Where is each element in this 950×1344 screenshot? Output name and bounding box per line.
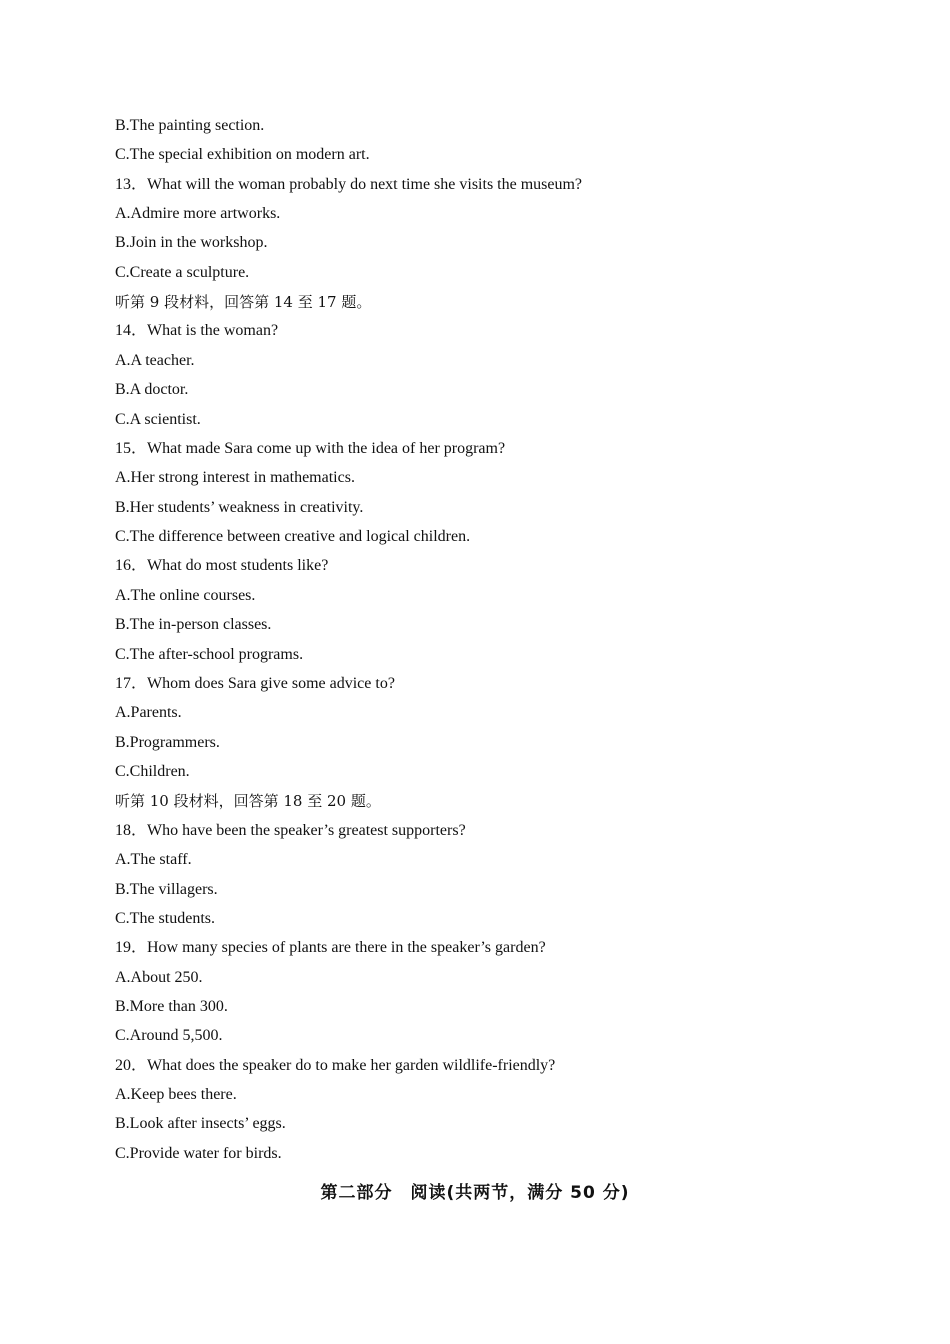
option-line: A.Admire more artworks. bbox=[115, 205, 281, 223]
option-line: A.About 250. bbox=[115, 968, 203, 986]
question-list bbox=[115, 114, 875, 1171]
option-line: A.A teacher. bbox=[115, 351, 195, 369]
option-line: C.Provide water for birds. bbox=[115, 1144, 282, 1162]
question-line: 14．What is the woman? bbox=[115, 322, 279, 340]
question-line: 19．How many species of plants are there in the speaker’s garden? bbox=[115, 939, 546, 957]
question-line: 18．Who have been the speaker’s greatest supporters? bbox=[115, 821, 466, 839]
question-line: 20．What does the speaker do to make her garden wildlife-friendly? bbox=[115, 1056, 556, 1074]
question-line: 16．What do most students like? bbox=[115, 557, 329, 575]
option-line: C.The difference between creative and logical children. bbox=[115, 528, 471, 546]
option-line: B.The in-person classes. bbox=[115, 616, 272, 634]
option-line: B.The villagers. bbox=[115, 880, 218, 898]
question-line: 15．What made Sara come up with the idea of her program? bbox=[115, 439, 506, 457]
option-line: B.A doctor. bbox=[115, 381, 189, 399]
option-line: C.The special exhibition on modern art. bbox=[115, 146, 370, 164]
option-line: A.The online courses. bbox=[115, 586, 256, 604]
option-line: B.Her students’ weakness in creativity. bbox=[115, 498, 364, 516]
question-line: 13．What will the woman probably do next time she visits the museum? bbox=[115, 175, 583, 193]
option-line: C.Create a sculpture. bbox=[115, 263, 250, 281]
question-line: 17．Whom does Sara give some advice to? bbox=[115, 674, 395, 692]
option-line: C.Around 5,500. bbox=[115, 1027, 223, 1045]
option-line: B.Look after insects’ eggs. bbox=[115, 1115, 286, 1133]
option-line: A.Keep bees there. bbox=[115, 1086, 237, 1104]
option-line: C.The after-school programs. bbox=[115, 645, 304, 663]
instruction-line: 听第 9 段材料，回答第 14 至 17 题。 bbox=[115, 293, 372, 312]
option-line: C.A scientist. bbox=[115, 410, 201, 428]
option-line: A.Her strong interest in mathematics. bbox=[115, 469, 355, 487]
option-line: A.Parents. bbox=[115, 704, 182, 722]
option-line: B.More than 300. bbox=[115, 997, 228, 1015]
option-line: C.The students. bbox=[115, 909, 215, 927]
option-line: C.Children. bbox=[115, 763, 190, 781]
option-line: B.Programmers. bbox=[115, 733, 220, 751]
instruction-line: 听第 10 段材料，回答第 18 至 20 题。 bbox=[115, 792, 381, 811]
section-title: 第二部分 阅读(共两节，满分 50 分) bbox=[320, 1183, 630, 1203]
option-line: B.Join in the workshop. bbox=[115, 234, 268, 252]
option-line: A.The staff. bbox=[115, 851, 192, 869]
option-line: B.The painting section. bbox=[115, 117, 265, 134]
